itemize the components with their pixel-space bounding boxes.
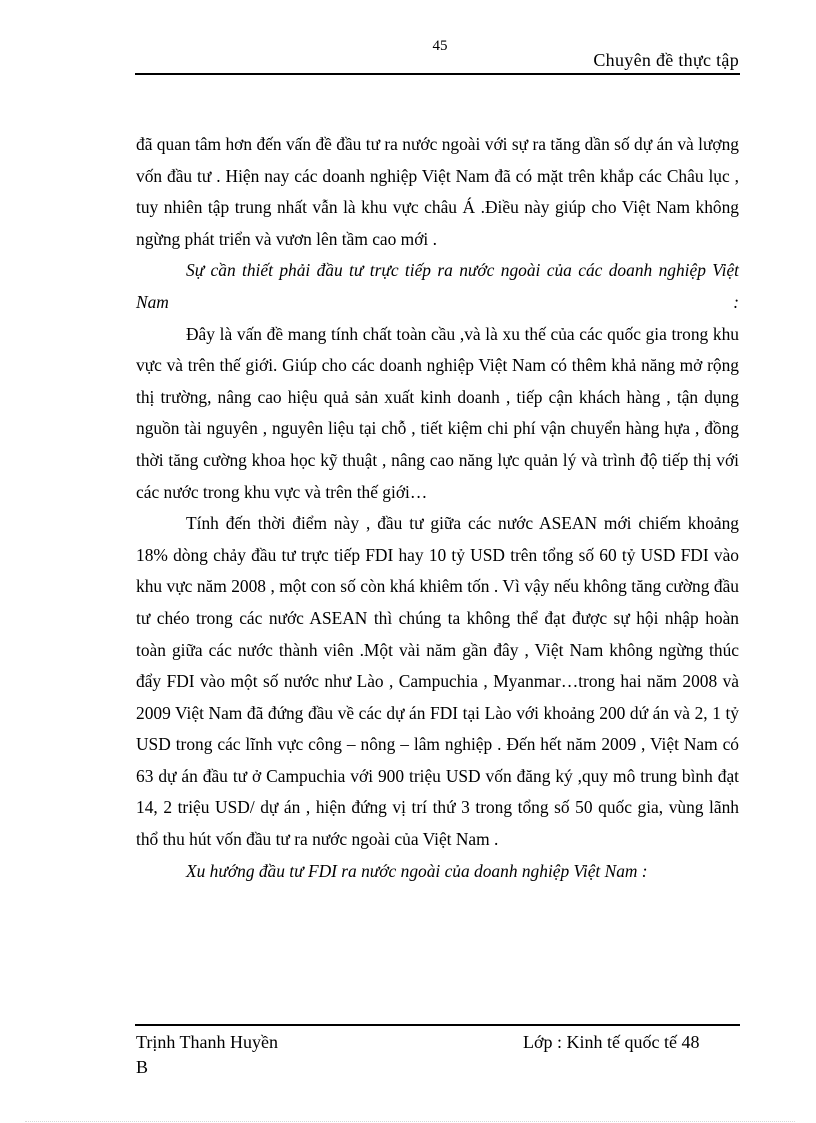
paragraph-asean-investment: Tính đến thời điểm này , đầu tư giữa các nước ASEAN mới chiếm khoảng 18% dòng chảy đầu tư trực tiếp FDI hay 10 tỷ USD trên tổng số 60 tỷ USD FDI vào khu vực năm 2008 , một con số còn khá khiêm tốn . Vì vậy nếu không tăng cường đầu tư chéo trong các nước ASEAN thì chúng ta không thể đạt được sự hội nhập hoàn toàn giữa các nước thành viên .Một vài năm gần đây , Việt Nam không ngừng thúc đẩy FDI vào một số nước như Lào , Campuchia , Myanmar…trong hai năm 2008 và 2009 Việt Nam đã đứng đầu về các dự án FDI tại Lào với khoảng 200 dứ án và 2, 1 tỷ USD trong các lĩnh vực công – nông – lâm nghiệp . Đến hết năm 2009 , Việt Nam có 63 dự án đầu tư ở Campuchia với 900 triệu USD vốn đăng ký ,quy mô trung bình đạt 14, 2 triệu USD/ dự án , hiện đứng vị trí thứ 3 trong tổng số 50 quốc gia, vùng lãnh thổ thu hút vốn đầu tư ra nước ngoài của Việt Nam .	[136, 513, 739, 850]
author-name-continued: B	[136, 1057, 149, 1077]
footer-author	[136, 1030, 278, 1080]
header-title: Chuyên đề thực tập	[593, 50, 739, 70]
section-heading-necessity: Sự cần thiết phải đầu tư trực tiếp ra nước ngoài của các doanh nghiệp Việt Nam :	[136, 260, 739, 312]
section-heading-fdi-trend: Xu hướng đầu tư FDI ra nước ngoài của doanh nghiệp Việt Nam :	[186, 860, 648, 881]
header-divider	[135, 73, 740, 75]
paragraph-global-trend: Đây là vấn đề mang tính chất toàn cầu ,và là xu thế của các quốc gia trong khu vực và trên thế giới. Giúp cho các doanh nghiệp Việt Nam có thêm khả năng mở rộng thị trường, nâng cao hiệu quả sản xuất kinh doanh , tiếp cận khách hàng , tận dụng nguồn tài nguyên , nguyên liệu tại chỗ , tiết kiệm chi phí vận chuyển hàng hựa , đồng thời tăng cường khoa học kỹ thuật , nâng cao năng lực quản lý và trình độ tiếp thị với các nước trong khu vực và trên thế giới…	[136, 323, 739, 502]
page-bottom-edge	[25, 1121, 795, 1122]
footer-divider	[135, 1024, 740, 1026]
document-body	[136, 129, 739, 887]
footer-class: Lớp : Kinh tế quốc tế 48	[523, 1032, 700, 1052]
author-name: Trịnh Thanh Huyền	[136, 1032, 279, 1052]
paragraph-intro: đã quan tâm hơn đến vấn đề đầu tư ra nước ngoài với sự ra tăng dần số dự án và lượng vốn đầu tư . Hiện nay các doanh nghiệp Việt Nam đã có mặt trên khắp các Châu lục , tuy nhiên tập trung nhất vẫn là khu vực châu Á .Điều này giúp cho Việt Nam không ngừng phát triển và vươn lên tầm cao mới .	[136, 134, 739, 249]
page-number: 45	[432, 38, 448, 54]
